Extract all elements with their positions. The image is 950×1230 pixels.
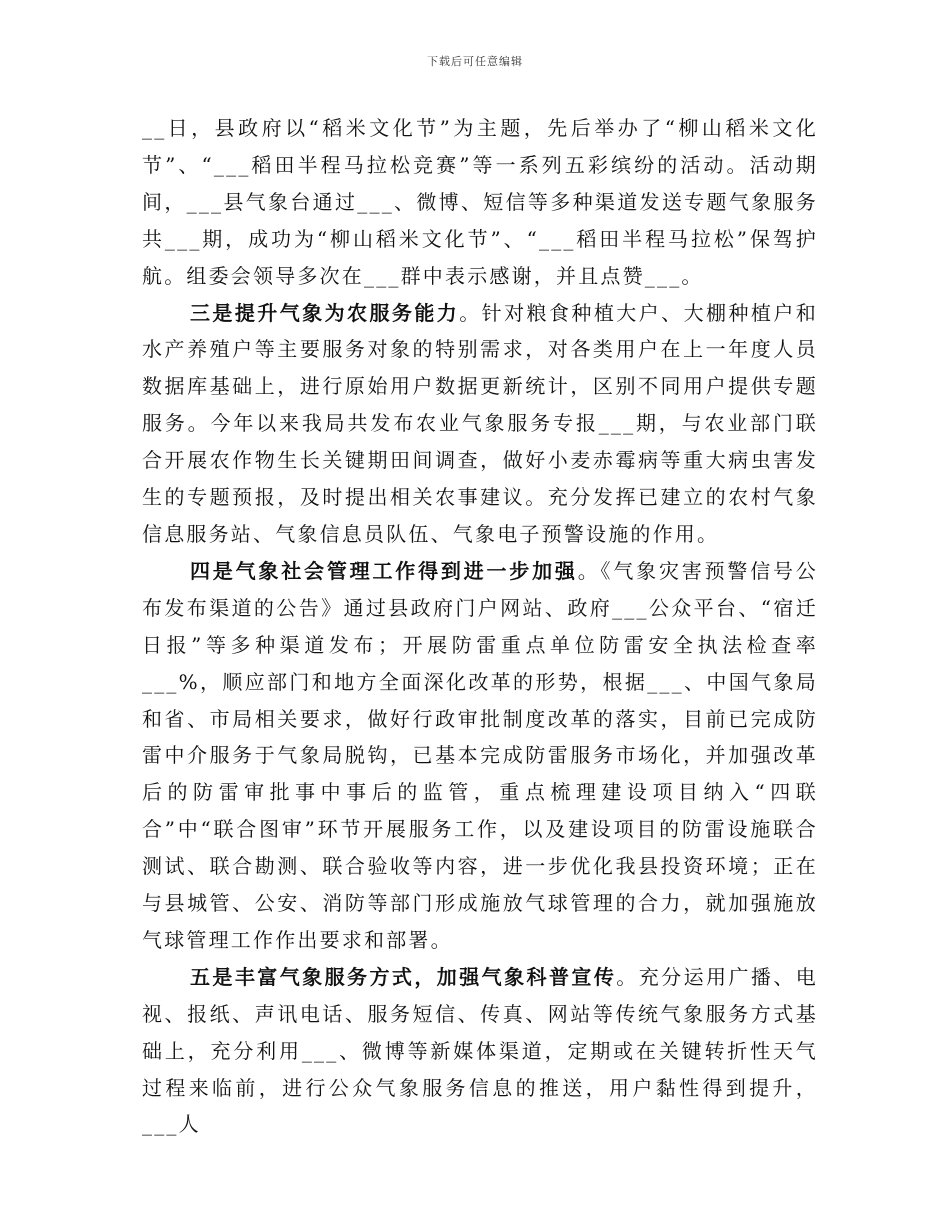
paragraph-4-text: 。充分运用广播、电视、报纸、声讯电话、服务短信、传真、网站等传统气象服务方式基础上，充分利用___、微博等新媒体渠道，定期或在关键转折性天气过程来临前，进行公众气象服务信息的推送，用户黏性得到提升，___人 (142, 964, 818, 1137)
paragraph-3-lead: 四是气象社会管理工作得到进一步加强 (190, 558, 578, 583)
paragraph-4 (142, 959, 818, 1144)
paragraph-1-text: __日，县政府以“稻米文化节”为主题，先后举办了“柳山稻米文化节”、“___稻田半程马拉松竞赛”等一系列五彩缤纷的活动。活动期间，___县气象台通过___、微博、短信等多种渠道发送专题气象服务共___期，成功为“柳山稻米文化节”、“___稻田半程马拉松”保驾护航。组委会领导多次在___群中表示感谢，并且点赞___。 (142, 116, 818, 288)
paragraph-3-text: 。《气象灾害预警信号公布发布渠道的公告》通过县政府门户网站、政府___公众平台、“宿迁日报”等多种渠道发布；开展防雷重点单位防雷安全执法检查率___%，顺应部门和地方全面深化改革的形势，根据___、中国气象局和省、市局相关要求，做好行政审批制度改革的落实，目前已完成防雷中介服务于气象局脱钩，已基本完成防雷服务市场化，并加强改革后的防雷审批事中事后的监管，重点梳理建设项目纳入“四联合”中“联合图审”环节开展服务工作，以及建设项目的防雷设施联合测试、联合勘测、联合验收等内容，进一步优化我县投资环境；正在与县城管、公安、消防等部门形成施放气球管理的合力，就加强施放气球管理工作作出要求和部署。 (142, 558, 819, 952)
paragraph-2-text: 。针对粮食种植大户、大棚种植户和水产养殖户等主要服务对象的特别需求，对各类用户在上一年度人员数据库基础上，进行原始用户数据更新统计，区别不同用户提供专题服务。今年以来我局共发布农业气象服务专报___期，与农业部门联合开展农作物生长关键期田间调查，做好小麦赤霉病等重大病虫害发生的专题预报，及时提出相关农事建议。充分发挥已建立的农村气象信息服务站、气象信息员队伍、气象电子预警设施的作用。 (142, 300, 819, 546)
paragraph-3 (142, 553, 818, 959)
paragraph-2 (142, 295, 818, 553)
paragraph-1 (142, 110, 818, 295)
paragraph-2-lead: 三是提升气象为农服务能力 (190, 300, 460, 325)
page-header-note: 下载后可任意编辑 (427, 55, 523, 68)
paragraph-4-lead: 五是丰富气象服务方式，加强气象科普宣传 (190, 964, 617, 989)
document-body (142, 110, 818, 1143)
